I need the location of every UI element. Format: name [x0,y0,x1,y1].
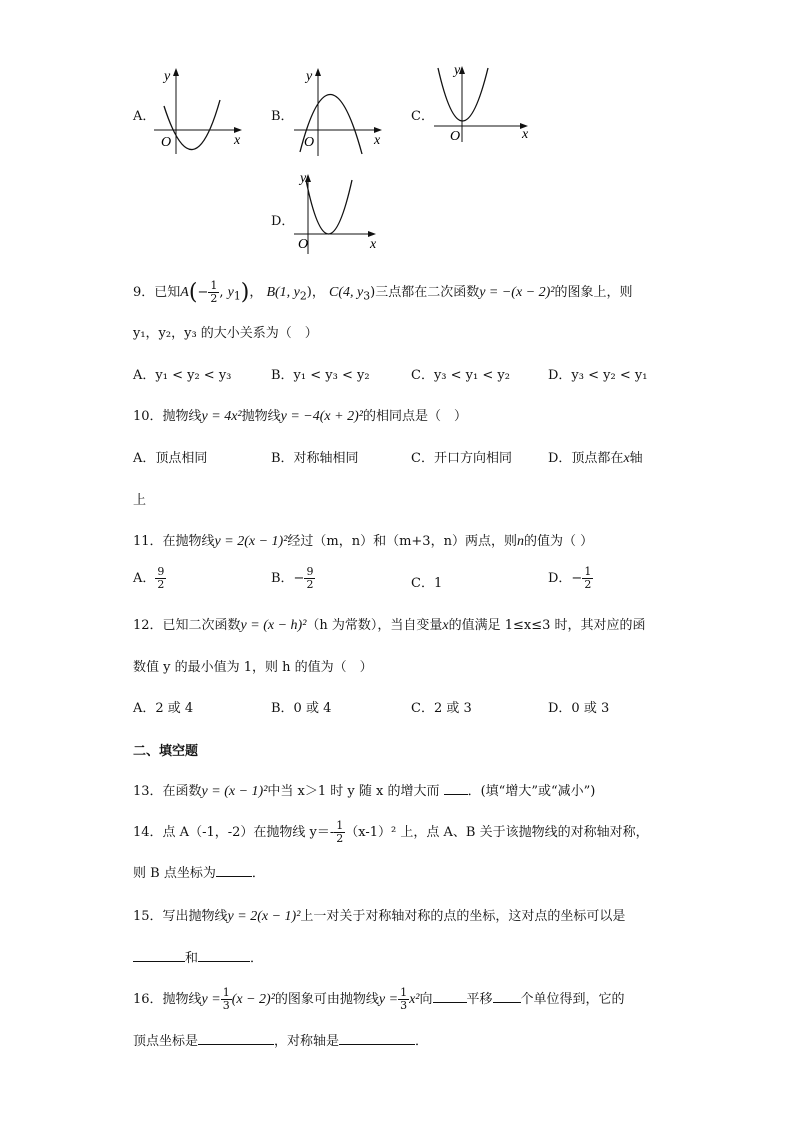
question-14-line2: 则 B 点坐标为 ． [133,866,265,881]
q12-option-c[interactable]: C．2 或 3 [411,701,472,716]
question-14-stem: 14．点 A（-1，-2）在抛物线 y＝- $\frac{1}{2}$ （x-1）² 上，点 A、B 关于该抛物线的对称轴对称， [133,819,649,845]
graph-option-b [290,64,390,159]
question-15-stem: 15．写出抛物线y = 2(x − 1)²上一对关于对称轴对称的点的坐标，这对点的坐标可以是 [133,909,626,924]
option-c-label: C． [411,109,434,124]
question-9-line2: y₁，y₂，y₃ 的大小关系为（ ） [133,326,318,341]
q9-option-d[interactable]: D．y₃ < y₂ < y₁ [548,368,648,383]
option-d-label: D． [271,214,295,229]
q9-number: 9．已知 [133,285,181,300]
question-16-line2: 顶点坐标是 ，对称轴是 ． [133,1034,429,1049]
y-axis-label: y [306,69,313,84]
question-11-stem: 11．在抛物线y = 2(x − 1)²经过（m，n）和（m+3，n）两点，则n的值为（ ） [133,534,594,549]
q15-function: y = 2(x − 1)² [227,909,301,924]
q16-fraction-1: $\frac{1}{3}$ [222,986,230,1012]
question-13-stem: 13．在函数y = (x − 1)²中当 x＞1 时 y 随 x 的增大而 ．(填“增大”或“减小”) [133,784,596,799]
q10-function-1: y = 4x² [201,409,242,424]
q9-option-a[interactable]: A．y₁ < y₂ < y₃ [133,368,232,383]
q9-point-a: A [180,285,189,300]
q10-option-b[interactable]: B．对称轴相同 [271,451,359,466]
y-axis-label: y [454,63,461,78]
question-9-stem: 9．已知A(− $\frac{1}{2}$ , $y_1$)， B(1, $y_2$)， C(4, $y_3$)三点都在二次函数y = −(x − 2)²的图象上，则 [133,279,633,305]
q10-option-c[interactable]: C．开口方向相同 [411,451,512,466]
q16-axis-blank[interactable] [339,1032,415,1045]
q9-point-b: B(1, y [266,285,300,300]
q11-option-d[interactable]: D．− $\frac{1}{2}$ [548,565,592,591]
q11-option-a[interactable]: A． $\frac{9}{2}$ [133,565,165,591]
q12-option-a[interactable]: A．2 或 4 [133,701,194,716]
q12-function: y = (x − h)² [240,618,307,633]
q11-function: y = 2(x − 1)² [214,534,288,549]
origin-label: O [304,135,315,150]
graph-option-a [150,64,250,159]
x-axis-label: x [374,133,381,148]
q11-option-a-fraction: $\frac{9}{2}$ [157,565,165,591]
q11-option-d-fraction: $\frac{1}{2}$ [584,565,592,591]
q12-option-b[interactable]: B．0 或 4 [271,701,332,716]
q10-option-a[interactable]: A．顶点相同 [133,451,208,466]
q13-function: y = (x − 1)² [201,784,268,799]
q9-option-c[interactable]: C．y₃ < y₁ < y₂ [411,368,510,383]
q13-answer-blank[interactable] [444,782,468,795]
x-axis-label: x [370,237,377,252]
y-axis-label: y [300,171,307,186]
q10-function-2: y = −4(x + 2)² [280,409,363,424]
q16-units-blank[interactable] [493,990,521,1003]
graph-option-c [430,60,535,145]
origin-label: O [450,129,461,144]
q14-fraction: $\frac{1}{2}$ [336,819,344,845]
x-axis-label: x [522,127,529,142]
y-axis-label: y [164,69,171,84]
q10-option-d-wrap: 上 [133,493,147,508]
q9-option-b[interactable]: B．y₁ < y₃ < y₂ [271,368,370,383]
q16-fraction-2: $\frac{1}{3}$ [400,986,408,1012]
x-axis-label: x [234,133,241,148]
graph-option-d [290,168,390,258]
question-15-line2: 和 ． [133,947,263,966]
q11-option-b[interactable]: B．− $\frac{9}{2}$ [271,565,314,591]
origin-label: O [298,237,309,252]
question-16-stem: 16．抛物线y = $\frac{1}{3}$ (x − 2)²的图象可由抛物线y = $\frac{1}{3}$ x²向 平移 个单位得到，它的 [133,986,625,1012]
q9-point-c: C(4, y [329,285,364,300]
q16-vertex-blank[interactable] [198,1032,274,1045]
q15-answer-blank-2[interactable] [198,949,250,962]
q11-option-b-fraction: $\frac{9}{2}$ [306,565,314,591]
option-b-label: B． [271,109,294,124]
section-heading: 二、填空题 [133,744,199,759]
q9-function: y = −(x − 2)² [479,285,555,300]
q9-fraction: $\frac{1}{2}$ [210,279,218,305]
q14-answer-blank[interactable] [216,864,252,877]
origin-label: O [161,135,172,150]
q11-option-c[interactable]: C．1 [411,576,443,591]
q16-direction-blank[interactable] [433,990,467,1003]
option-a-label: A． [133,109,156,124]
q10-option-d[interactable]: D．顶点都在x轴 [548,451,643,466]
question-12-line2: 数值 y 的最小值为 1，则 h 的值为（ ） [133,660,373,675]
q12-option-d[interactable]: D．0 或 3 [548,701,610,716]
question-10-stem: 10．抛物线y = 4x²抛物线y = −4(x + 2)²的相同点是（ ） [133,409,467,424]
q15-answer-blank-1[interactable] [133,949,185,962]
question-12-stem: 12．已知二次函数y = (x − h)²（h 为常数），当自变量x的值满足 1≤x≤3 时，其对应的函 [133,618,646,633]
